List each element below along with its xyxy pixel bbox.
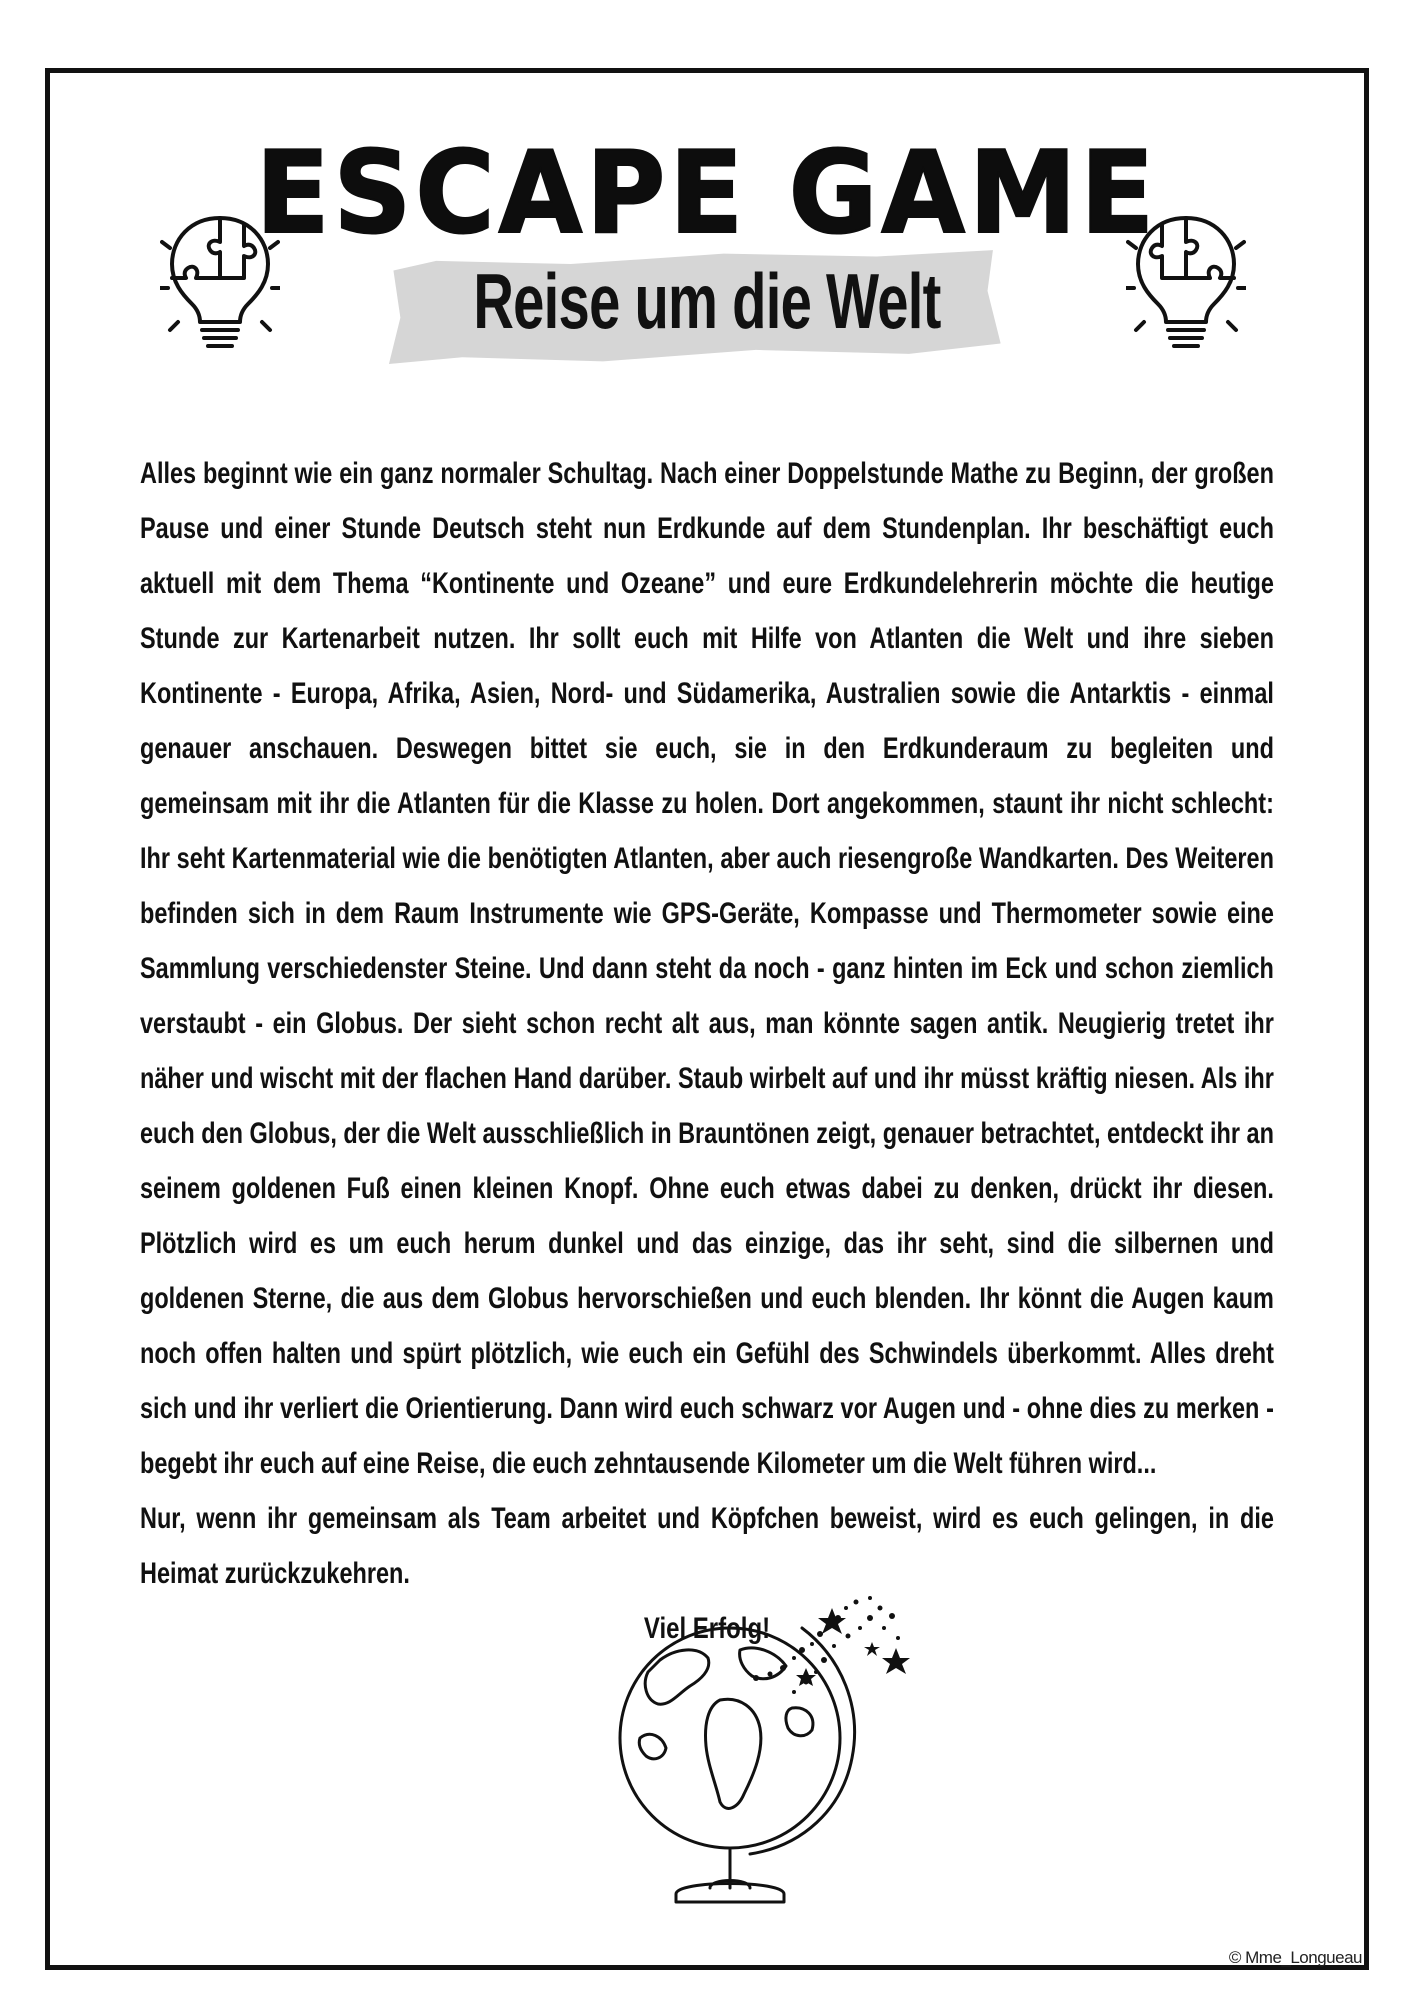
story-paragraph: Nur, wenn ihr gemeinsam als Team arbeitet und Köpfchen beweist, wird es euch gelingen, in die Heimat zurückzukehren.: [140, 1502, 1274, 1590]
page-subtitle: Reise um die Welt: [473, 257, 941, 345]
globe-with-stars-icon: [580, 1588, 940, 1940]
story-paragraph: Alles beginnt wie ein ganz normaler Schultag. Nach einer Doppelstunde Mathe zu Beginn, der großen Pause und einer Stunde Deutsch steht nun Erdkunde auf dem Stundenplan. Ihr beschäftigt euch aktuell mit dem Thema “Kontinente und Ozeane” und eure Erdkundelehrerin möchte die heutige Stunde zur Kartenarbeit nutzen. Ihr sollt euch mit Hilfe von Atlanten die Welt und ihre sieben Kontinente - Europa, Afrika, Asien, Nord- und Südamerika, Australien sowie die Antarktis - einmal genauer anschauen. Deswegen bittet sie euch, sie in den Erdkunderaum zu begleiten und gemeinsam mit ihr die Atlanten für die Klasse zu holen. Dort angekommen, staunt ihr nicht schlecht: Ihr seht Kartenmaterial wie die benötigten Atlanten, aber auch riesengroße Wandkarten. Des Weiteren befinden sich in dem Raum Instrumente wie GPS-Geräte, Kompasse und Thermometer sowie eine Sammlung verschiedenster Steine. Und dann steht da noch - ganz hinten im Eck und schon ziemlich verstaubt - ein Globus. Der sieht schon recht alt aus, man könnte sagen antik. Neugierig tretet ihr näher und wischt mit der flachen Hand darüber. Staub wirbelt auf und ihr müsst kräftig niesen. Als ihr euch den Globus, der die Welt ausschließlich in Brauntönen zeigt, genauer betrachtet, entdeckt ihr an seinem goldenen Fuß einen kleinen Knopf. Ohne euch etwas dabei zu denken, drückt ihr diesen. Plötzlich wird es um euch herum dunkel und das einzige, das ihr seht, sind die silbernen und goldenen Sterne, die aus dem Globus hervorschießen und euch blenden. Ihr könnt die Augen kaum noch offen halten und spürt plötzlich, wie euch ein Gefühl des Schwindels überkommt. Alles dreht sich und ihr verliert die Orientierung. Dann wird euch schwarz vor Augen und - ohne dies zu merken - begebt ihr euch auf eine Reise, die euch zehntausende Kilometer um die Welt führen wird...: [140, 457, 1274, 1480]
page-title: ESCAPE GAME: [255, 127, 1159, 260]
story-text: [140, 446, 1274, 1601]
closing-text: Viel Erfolg!: [643, 1612, 771, 1645]
copyright-notice: © Mme_Longueau: [1228, 1948, 1362, 1967]
